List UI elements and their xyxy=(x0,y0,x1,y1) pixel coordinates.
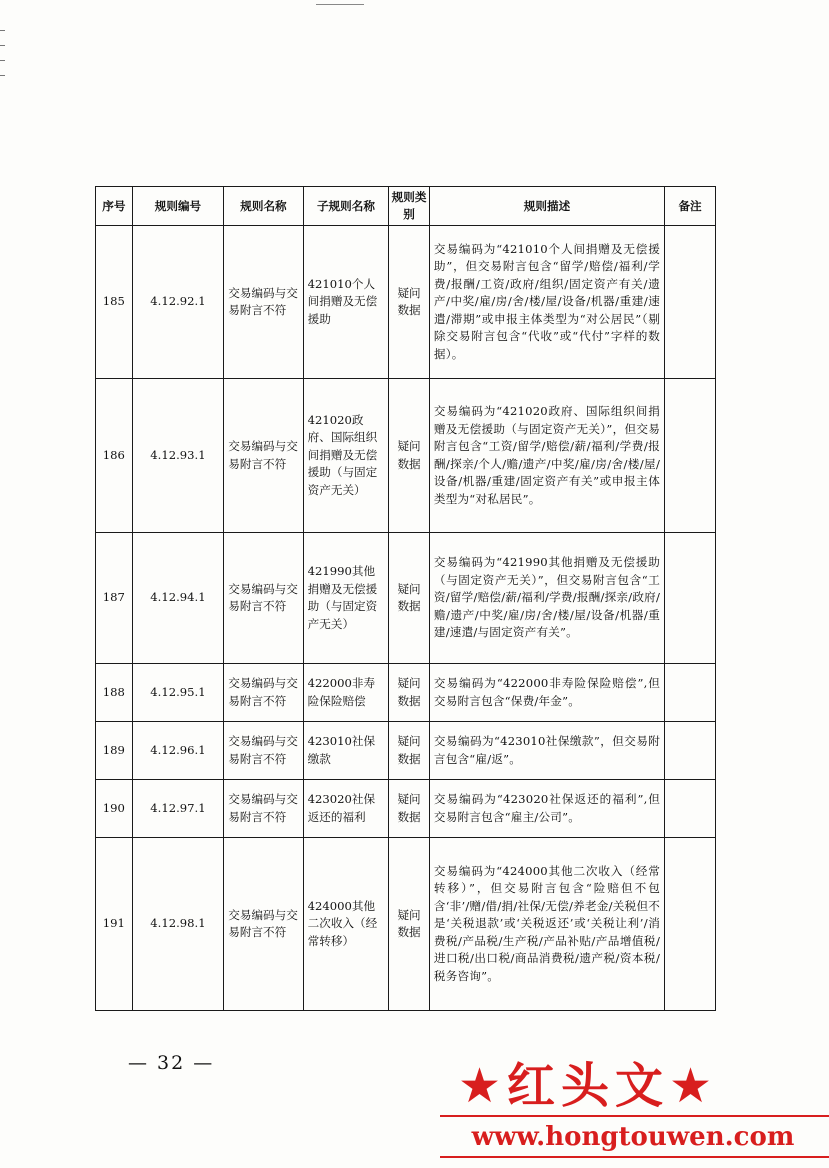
row-name: 交易编码与交易附言不符 xyxy=(224,226,303,379)
row-code: 4.12.94.1 xyxy=(132,533,224,664)
watermark-title: ★红头文★ xyxy=(458,1058,719,1114)
row-subrule: 421010个人间捐赠及无偿援助 xyxy=(303,226,389,379)
table-row xyxy=(96,664,716,722)
binding-marks xyxy=(0,30,8,90)
watermark-rule xyxy=(440,1115,829,1117)
row-subrule: 423020社保返还的福利 xyxy=(303,780,389,838)
watermark-url: www.hongtouwen.com xyxy=(471,1122,795,1152)
row-no: 188 xyxy=(96,664,133,722)
row-description: 交易编码为“421020政府、国际组织间捐赠及无偿援助（与固定资产无关）”，但交易附言包含“工资/留学/赔偿/薪/福利/学费/报酬/探亲/个人/赡/遗产/中奖/雇/房/舍/楼/屋/设备/机器/重建/固定资产有关”或申报主体类型为“对私居民”。 xyxy=(429,379,664,533)
table-row xyxy=(96,533,716,664)
row-category: 疑问数据 xyxy=(389,379,430,533)
row-remark xyxy=(665,664,716,722)
watermark-logo xyxy=(440,1045,829,1168)
row-no: 189 xyxy=(96,722,133,780)
table-row xyxy=(96,379,716,533)
header-name: 规则名称 xyxy=(224,187,303,226)
row-name: 交易编码与交易附言不符 xyxy=(224,533,303,664)
row-name: 交易编码与交易附言不符 xyxy=(224,722,303,780)
row-code: 4.12.98.1 xyxy=(132,838,224,1011)
watermark-rule-bottom xyxy=(440,1156,829,1158)
table-row xyxy=(96,780,716,838)
row-category: 疑问数据 xyxy=(389,838,430,1011)
row-code: 4.12.92.1 xyxy=(132,226,224,379)
row-description: 交易编码为“424000其他二次收入（经常转移）”，但交易附言包含“险赔但不包含‘非’/赠/借/捐/社保/无偿/养老金/关税但不是‘关税退款’或‘关税返还’或‘关税让利’/消费税/产品税/生产税/产品补贴/产品增值税/进口税/出口税/商品消费税/遗产税/资本税/税务咨询”。 xyxy=(429,838,664,1011)
row-code: 4.12.97.1 xyxy=(132,780,224,838)
header-code: 规则编号 xyxy=(132,187,224,226)
header-remark: 备注 xyxy=(665,187,716,226)
header-category: 规则类别 xyxy=(389,187,430,226)
row-code: 4.12.96.1 xyxy=(132,722,224,780)
row-remark xyxy=(665,722,716,780)
row-category: 疑问数据 xyxy=(389,722,430,780)
row-description: 交易编码为“422000非寿险保险赔偿”,但交易附言包含“保费/年金”。 xyxy=(429,664,664,722)
rules-table xyxy=(95,186,716,1011)
row-subrule: 424000其他二次收入（经常转移） xyxy=(303,838,389,1011)
row-remark xyxy=(665,226,716,379)
row-description: 交易编码为“423010社保缴款”，但交易附言包含“雇/返”。 xyxy=(429,722,664,780)
row-remark xyxy=(665,780,716,838)
row-remark xyxy=(665,838,716,1011)
row-no: 190 xyxy=(96,780,133,838)
header-no: 序号 xyxy=(96,187,133,226)
row-remark xyxy=(665,379,716,533)
row-category: 疑问数据 xyxy=(389,533,430,664)
row-code: 4.12.95.1 xyxy=(132,664,224,722)
header-row xyxy=(96,187,716,226)
row-code: 4.12.93.1 xyxy=(132,379,224,533)
header-subrule: 子规则名称 xyxy=(303,187,389,226)
row-category: 疑问数据 xyxy=(389,664,430,722)
row-category: 疑问数据 xyxy=(389,226,430,379)
row-no: 186 xyxy=(96,379,133,533)
page-number: — 32 — xyxy=(128,1052,215,1074)
row-subrule: 423010社保缴款 xyxy=(303,722,389,780)
header-description: 规则描述 xyxy=(429,187,664,226)
row-no: 191 xyxy=(96,838,133,1011)
row-name: 交易编码与交易附言不符 xyxy=(224,664,303,722)
row-subrule: 422000非寿险保险赔偿 xyxy=(303,664,389,722)
row-subrule: 421020政府、国际组织间捐赠及无偿援助（与固定资产无关） xyxy=(303,379,389,533)
row-category: 疑问数据 xyxy=(389,780,430,838)
row-description: 交易编码为“421990其他捐赠及无偿援助（与固定资产无关）”，但交易附言包含“工资/留学/赔偿/薪/福利/学费/报酬/探亲/政府/赡/遗产/中奖/雇/房/舍/楼/屋/设备/机器/重建/速遣/与固定资产有关”。 xyxy=(429,533,664,664)
row-no: 187 xyxy=(96,533,133,664)
row-subrule: 421990其他捐赠及无偿援助（与固定资产无关） xyxy=(303,533,389,664)
row-name: 交易编码与交易附言不符 xyxy=(224,838,303,1011)
row-description: 交易编码为“421010个人间捐赠及无偿援助”，但交易附言包含“留学/赔偿/福利/学费/报酬/工资/政府/组织/固定资产有关/遗产/中奖/雇/房/舍/楼/屋/设备/机器/重建/速遣/滞期”或申报主体类型为“对公居民”（剔除交易附言包含“代收”或“代付”字样的数据）。 xyxy=(429,226,664,379)
table-row xyxy=(96,226,716,379)
row-description: 交易编码为“423020社保返还的福利”,但交易附言包含“雇主/公司”。 xyxy=(429,780,664,838)
row-name: 交易编码与交易附言不符 xyxy=(224,379,303,533)
table-row xyxy=(96,722,716,780)
top-rule xyxy=(316,4,364,5)
row-remark xyxy=(665,533,716,664)
table-row xyxy=(96,838,716,1011)
row-no: 185 xyxy=(96,226,133,379)
row-name: 交易编码与交易附言不符 xyxy=(224,780,303,838)
